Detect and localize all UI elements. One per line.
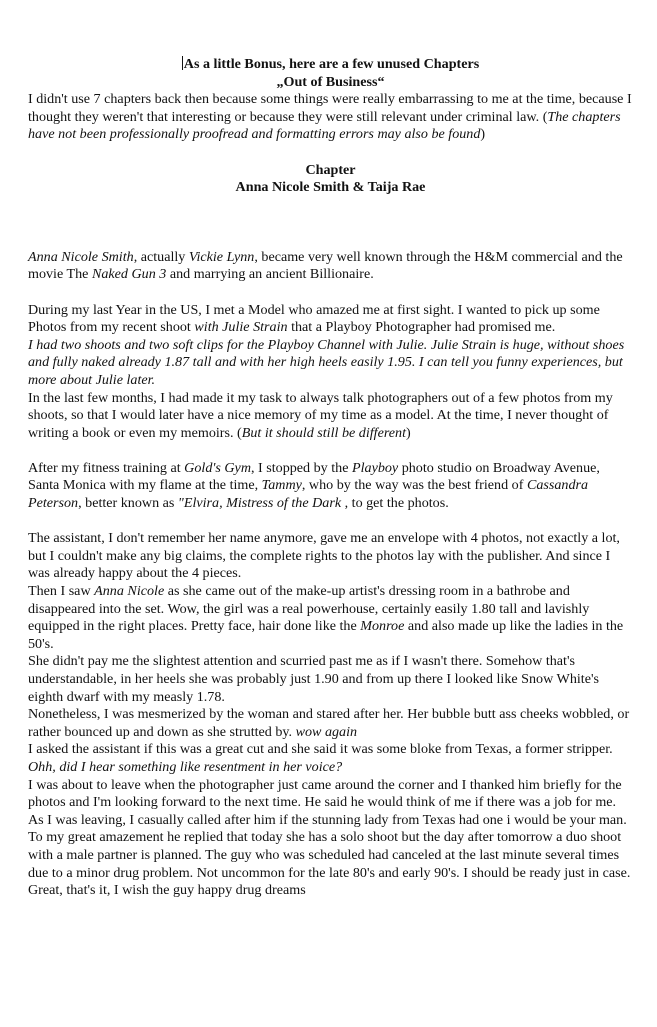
paragraph: During my last Year in the US, I met a Model who amazed me at first sight. I wanted to pick up some Photos from my recent shoot with Julie Strain that a Playboy Photographer had promised me. [28,301,600,336]
paragraph: I was about to leave when the photographer just came around the corner and I thanked him briefly for the photos and I'm looking forward to the next time. He said he would think of me if there was a job for me. [28,776,622,811]
paragraph: I had two shoots and two soft clips for the Playboy Channel with Julie. Julie Strain is huge, without shoes and fully naked already 1.87 tall and with her high heels easily 1.95. I can tell you funny experiences, but more about Julie later. [28,336,625,388]
text-cursor [182,56,183,70]
paragraph: I asked the assistant if this was a great cut and she said it was some bloke from Texas, a former stripper. Ohh, did I hear something like resentment in her voice? [28,741,613,775]
paragraph: To my great amazement he replied that today she has a solo shoot but the day after tomorrow a duo shoot with a male partner is planned. The guy who was scheduled had canceled at the last minute several times due to a minor drug problem. Not uncommon for the late 80's and early 90's. I should be ready just in case. Great, that's it, I wish the guy happy drug dreams [28,829,631,899]
paragraph: After my fitness training at Gold's Gym, I stopped by the Playboy photo studio on Broadway Avenue, Santa Monica with my flame at the time, Tammy, who by the way was the best friend of Cassandra Peterson, better known as "Elvira, Mistress of the Dark , to get the photos. [28,459,600,512]
paragraph: In the last few months, I had made it my task to always talk photographers out of a few photos from my shoots, so that I would later have a nice memory of my time as a model. At the time, I never thought of writing a book or even my memoirs. (But it should still be different) [28,389,613,441]
intro-paragraph: I didn't use 7 chapters back then because some things were really embarrassing to me at the time, because I thought they weren't that interesting or because they were still relevant under criminal law. (The chapters have not been professionally proofread and formatting errors may also be found) [28,91,632,143]
paragraph: She didn't pay me the slightest attention and scurried past me as if I wasn't there. Somehow that's understandable, in her heels she was probably just 1.90 and from up there I looked like Snow White's eighth dwarf with my measly 1.78. [28,653,599,705]
paragraph: Then I saw Anna Nicole as she came out of the make-up artist's dressing room in a bathrobe and disappeared into the set. Wow, the girl was a real powerhouse, certainly easily 1.80 tall and lavishly equipped in the right places. Pretty face, hair done like the Monroe and also made up like the ladies in the 50's. [28,583,624,652]
bonus-heading: As a little Bonus, here are a few unused Chapters [183,56,480,72]
paragraph: Anna Nicole Smith, actually Vickie Lynn, became very well known through the H&M commercial and the movie The Naked Gun 3 and marrying an ancient Billionaire. [28,248,623,283]
paragraph: Nonetheless, I was mesmerized by the woman and stared after her. Her bubble butt ass cheeks wobbled, or rather bounced up and down as she strutted by. wow again [28,706,630,740]
paragraph: As I was leaving, I casually called after him if the stunning lady from Texas had one i would be your man. [28,811,627,828]
paragraph: The assistant, I don't remember her name anymore, gave me an envelope with 4 photos, not exactly a lot, but I couldn't make any big claims, the complete rights to the photos lay with the publisher. And since I was already happy about the 4 pieces. [28,530,620,582]
chapter-label: Chapter [305,161,356,178]
book-title: „Out of Business“ [276,73,385,90]
chapter-title: Anna Nicole Smith & Taija Rae [235,179,426,196]
